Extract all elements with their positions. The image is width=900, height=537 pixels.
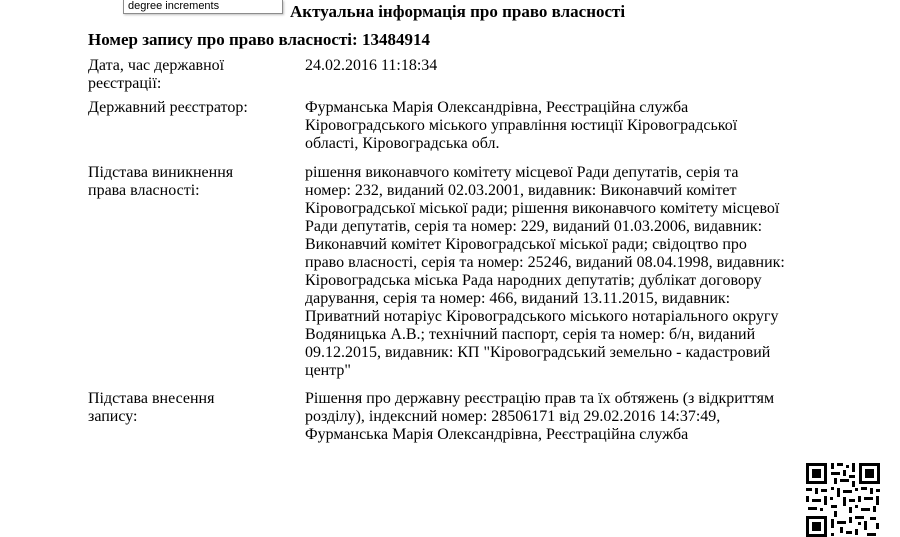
field-label: Дата, час державної реєстрації: [88, 57, 225, 92]
record-number-value: 13484914 [361, 30, 430, 49]
record-number-label: Номер запису про право власності: [88, 30, 358, 49]
field-label: Підстава виникнення права власності: [88, 164, 234, 199]
field-label: Підстава внесення запису: [88, 390, 215, 425]
field-label: Державний реєстратор: [88, 99, 248, 116]
tooltip: degree increments [123, 0, 283, 14]
field-value: Фурманська Марія Олександрівна, Реєстраційна служба Кіровоградського міського управління юстиції Кіровоградської області, Кіровоградська обл. [305, 99, 738, 152]
field-value: 24.02.2016 11:18:34 [305, 57, 438, 74]
record-number-line [88, 30, 430, 50]
field-value: рішення виконавчого комітету місцевої Ради депутатів, серія та номер: 232, виданий 02.03.2001, видавник: Виконавчий комітет Кіровоградської міської ради; рішення виконавчого комітету місцевої Ради депутатів, серія та номер: 229, виданий 01.03.2006, видавник: Виконавчий комітет Кіровоградської міської ради; свідоцтво про право власності, серія та номер: 25246, виданий 08.04.1998, видавник: Кіровоградська міська Рада народних депутатів; дублікат договору дарування, серія та номер: 466, виданий 13.11.2015, видавник: Приватний нотаріус Кіровоградського міського нотаріального округу Водяницька А.В.; технічний паспорт, серія та номер: б/н, виданий 09.12.2015, видавник: КП "Кіровоградський земельно - кадастровий центр" [305, 164, 785, 379]
qr-code-icon [804, 461, 882, 537]
section-title: Актуальна інформація про право власності [290, 2, 626, 21]
field-value: Рішення про державну реєстрацію прав та їх обтяжень (з відкриттям розділу), індексний номер: 28506171 від 29.02.2016 14:37:49, Фурманська Марія Олександрівна, Реєстраційна служба [305, 390, 775, 443]
